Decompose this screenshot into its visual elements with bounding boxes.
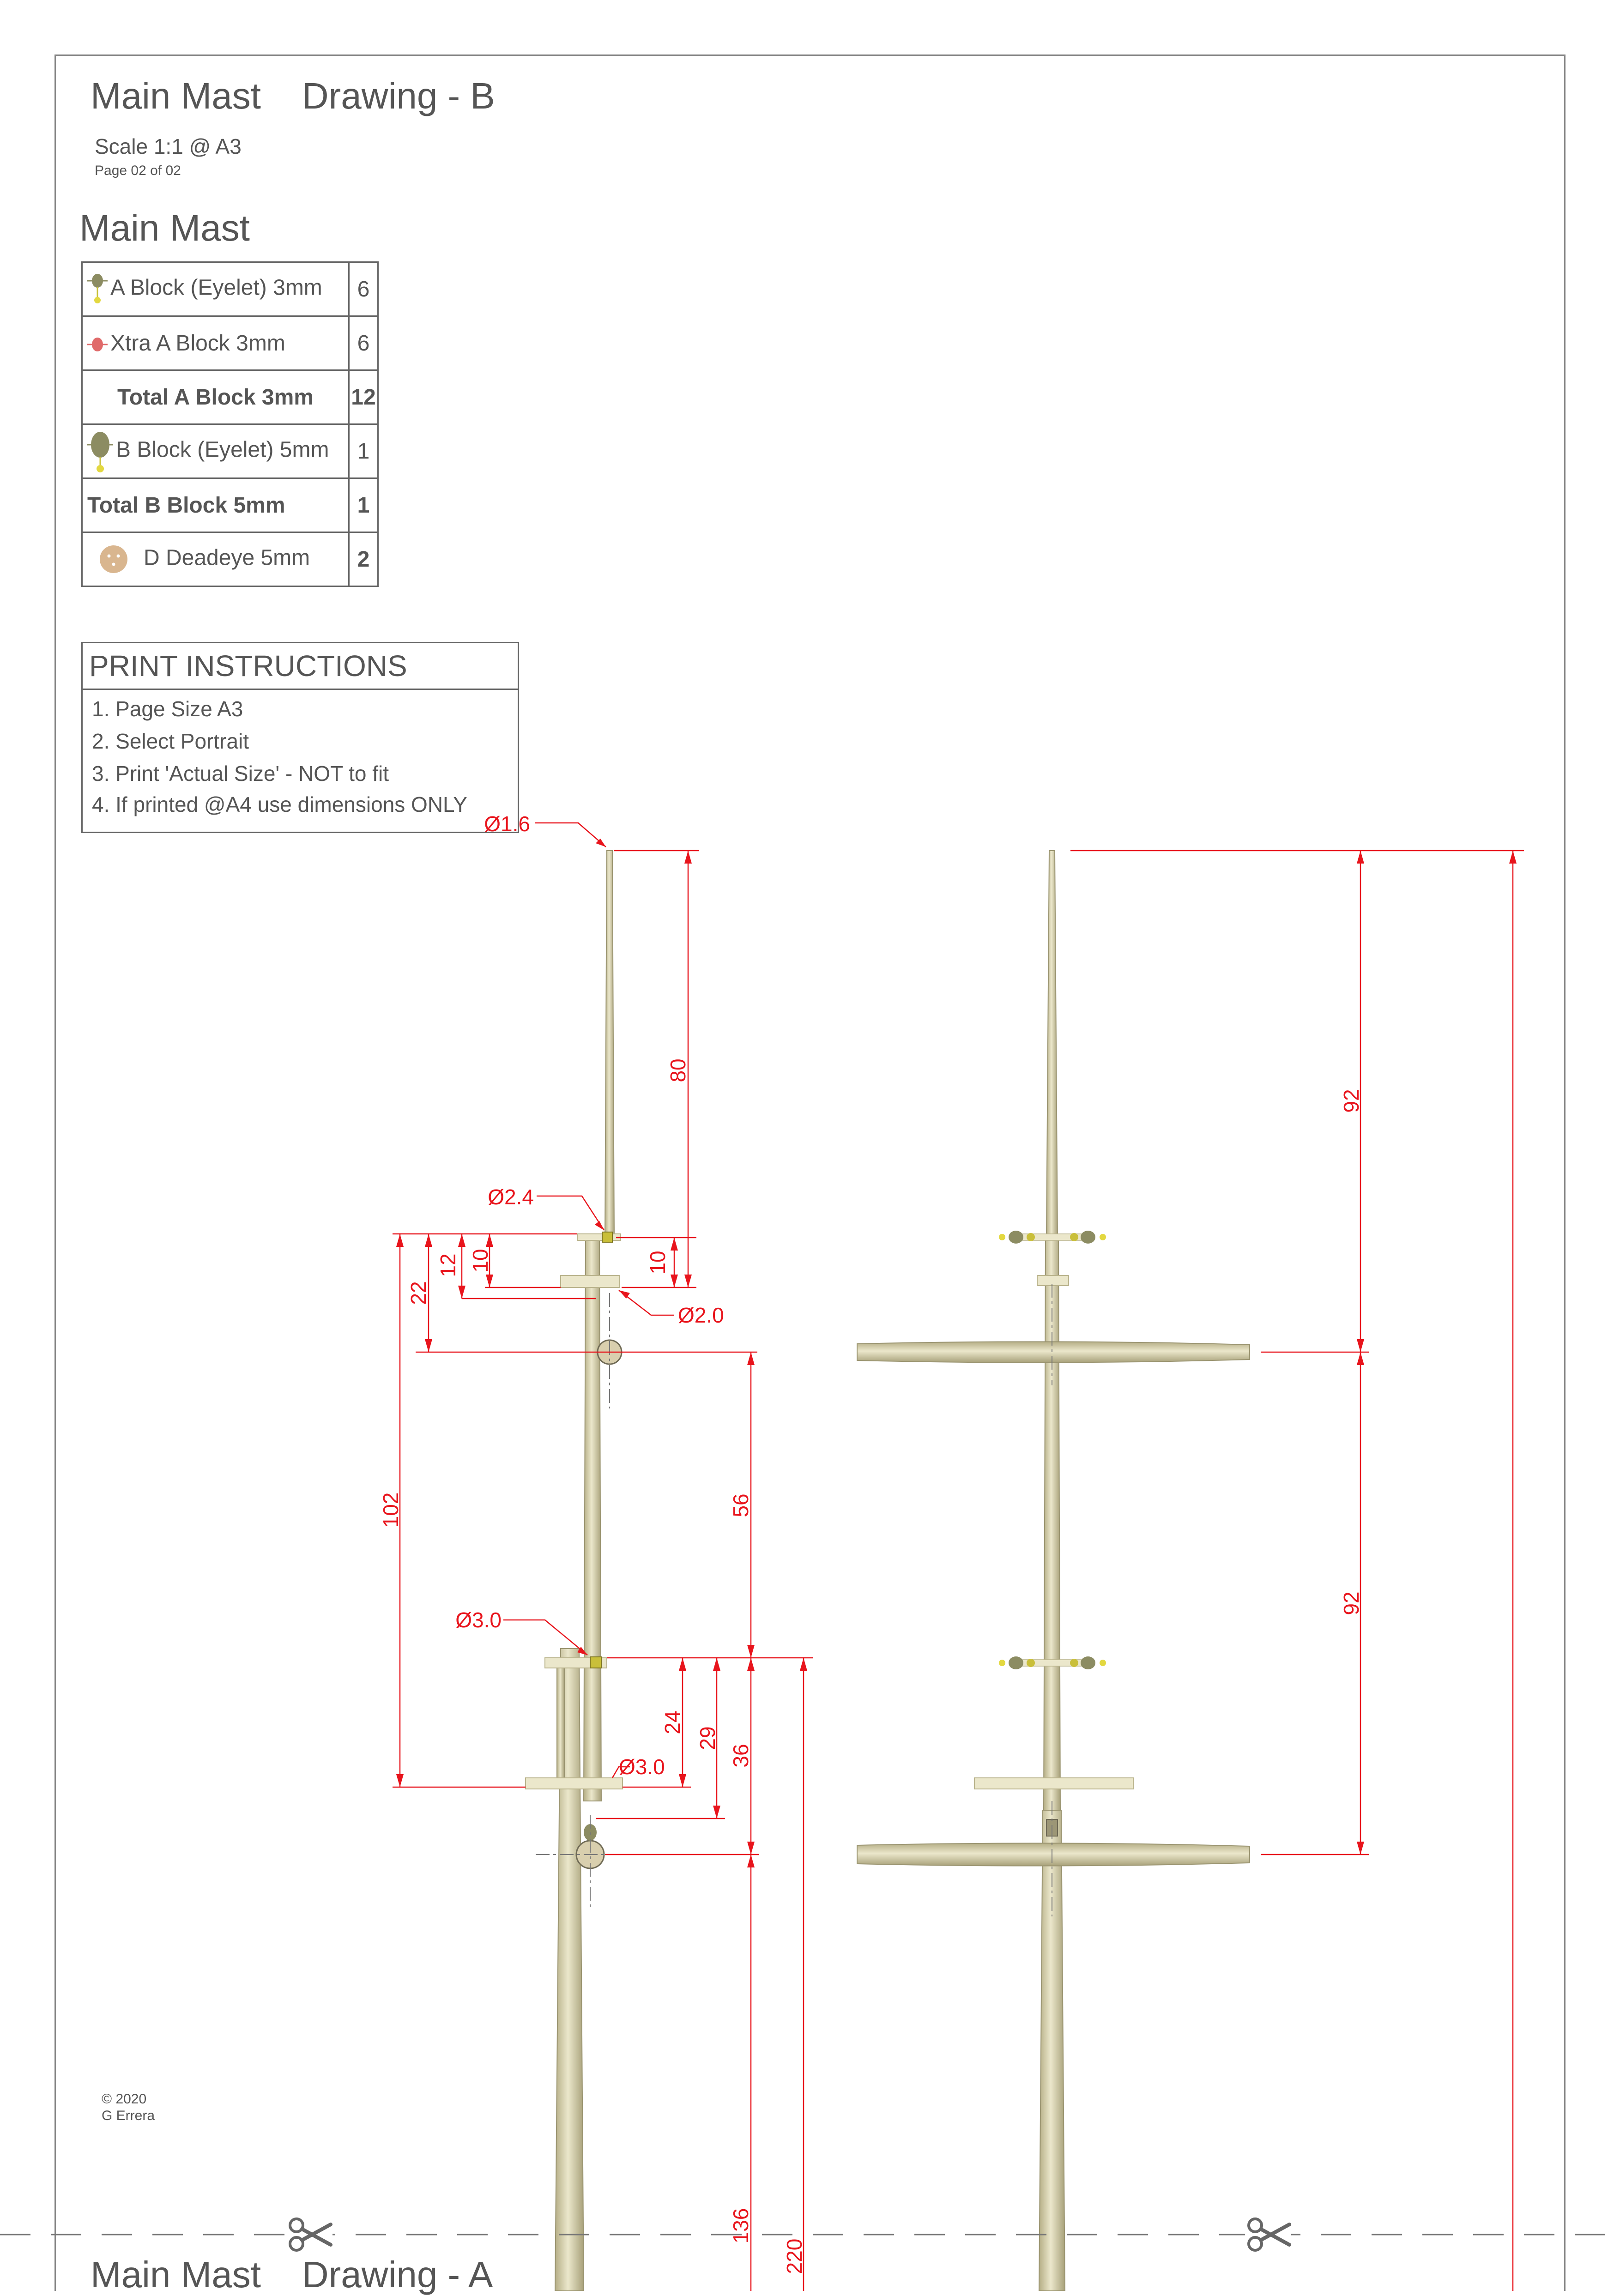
parts-qty: 6	[349, 316, 378, 370]
dim-80: 80	[666, 1058, 690, 1082]
scissors-icon	[286, 2213, 332, 2256]
right-dimension-arrows	[1357, 851, 1517, 1855]
dim-136: 136	[729, 2208, 753, 2244]
dim-diameter-mid: Ø2.0	[678, 1303, 724, 1327]
dim-102: 102	[379, 1492, 403, 1528]
instruction-line: 3. Print 'Actual Size' - NOT to fit	[92, 761, 389, 785]
parts-label-cell: B Block (Eyelet) 5mm	[82, 424, 349, 478]
dim-10-left: 10	[468, 1249, 492, 1273]
dim-220: 220	[782, 2238, 806, 2274]
dim-29: 29	[695, 1726, 719, 1750]
instruction-line: 4. If printed @A4 use dimensions ONLY	[92, 792, 467, 816]
dim-56: 56	[729, 1493, 753, 1517]
dim-24: 24	[660, 1710, 684, 1734]
parts-label-cell: A Block (Eyelet) 3mm	[82, 262, 349, 316]
dim-92-lower: 92	[1339, 1591, 1363, 1615]
right-dimension-lines	[1070, 851, 1524, 2291]
dim-diameter-cap: Ø2.4	[488, 1185, 534, 1209]
parts-qty: 6	[349, 262, 378, 316]
parts-label-cell: D Deadeye 5mm	[82, 532, 349, 586]
section-title: Main Mast	[79, 207, 250, 248]
left-dimension-lines	[393, 823, 813, 2291]
parts-label-cell: Total B Block 5mm	[82, 478, 349, 532]
dim-diameter-lower: Ø3.0	[455, 1608, 502, 1632]
scale-label: Scale 1:1 @ A3	[95, 134, 242, 158]
page-number: Page 02 of 02	[95, 163, 181, 178]
copyright-note: © 2020 G Errera	[102, 2091, 155, 2123]
dim-10-right: 10	[646, 1251, 670, 1275]
left-mast-side-view	[526, 851, 647, 2291]
instruction-line: 1. Page Size A3	[92, 697, 243, 721]
parts-label-cell: Total A Block 3mm	[82, 370, 349, 424]
print-instructions-heading: PRINT INSTRUCTIONS	[83, 643, 518, 690]
dim-diameter-lower2: Ø3.0	[619, 1755, 665, 1779]
dim-22: 22	[406, 1281, 430, 1305]
parts-qty: 1	[349, 478, 378, 532]
right-mast-front-view	[857, 851, 1250, 2291]
parts-qty: 1	[349, 424, 378, 478]
parts-label-cell: Xtra A Block 3mm	[82, 316, 349, 370]
footer-title: Main Mast Drawing - A	[91, 2254, 493, 2295]
parts-qty: 12	[349, 370, 378, 424]
dim-92-upper: 92	[1339, 1089, 1363, 1113]
dim-12: 12	[436, 1253, 460, 1277]
page-title: Main Mast Drawing - B	[91, 75, 495, 116]
dim-diameter-top: Ø1.6	[484, 812, 530, 836]
dim-36: 36	[729, 1744, 753, 1768]
scissors-icon	[1245, 2213, 1291, 2256]
parts-qty: 2	[349, 532, 378, 586]
instruction-line: 2. Select Portrait	[92, 729, 249, 753]
